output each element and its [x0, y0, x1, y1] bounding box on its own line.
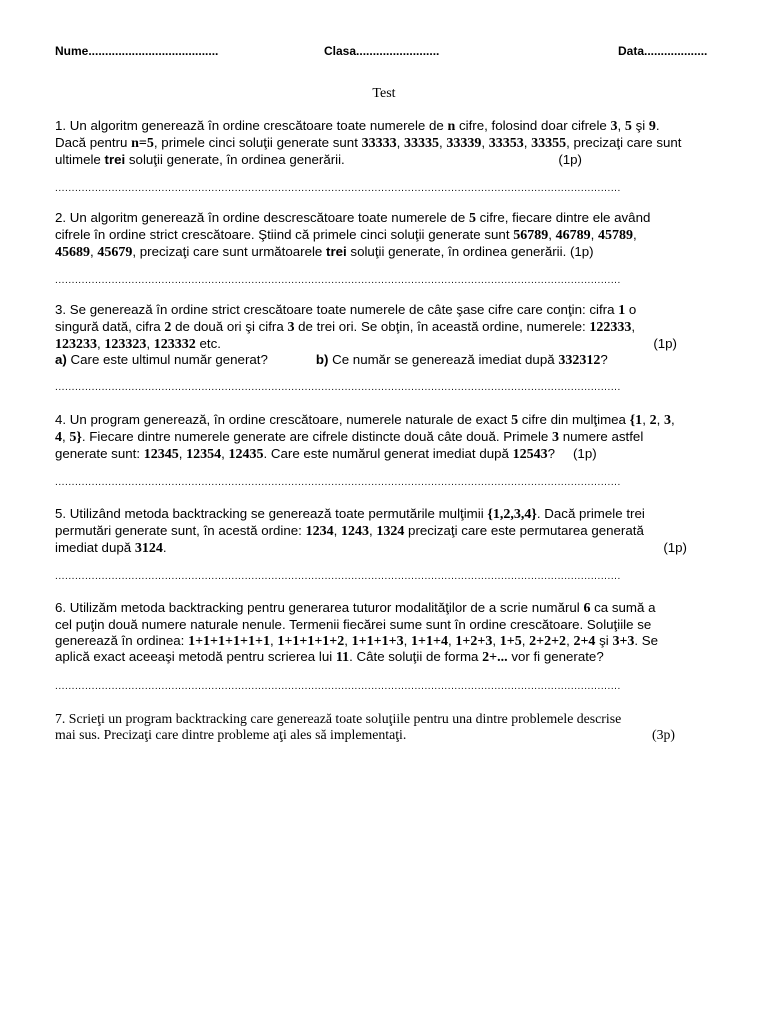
question-3: 3. Se generează în ordine strict crescătoare toate numerele de câte şase cifre care conţin: cifra 1 o singură dată, cifra 2 de două ori şi cifra 3 de trei ori. Se obţin, în această ordine, numerele: 122333, 123233, 123323, 123332 etc. (1p) a) Care este ultimul număr generat? b) Ce număr se generează imediat după 332312? — [55, 302, 677, 369]
answer-line-2: .......................................................................................................................................................................... — [55, 277, 621, 285]
points-q7: (3p) — [652, 726, 675, 742]
answer-line-6: .......................................................................................................................................................................... — [55, 683, 621, 691]
question-5: 5. Utilizând metoda backtracking se generează toate permutările mulţimii {1,2,3,4}. Dacă primele trei permutări generate sunt, în acestă ordine: 1234, 1243, 1324 precizaţi care este permutarea generată imediat după 3124. (1p) — [55, 506, 687, 556]
points-q5: (1p) — [663, 539, 687, 555]
points-q2: (1p) — [569, 243, 594, 259]
question-4: 4. Un program generează, în ordine crescătoare, numerele naturale de exact 5 cifre din mulţimea {1, 2, 3, 4, 5}. Fiecare dintre numerele generate are cifrele distincte două câte două. Primele 3 numere astfel generate sunt: 12345, 12354, 12435. Care este numărul generat imediat după 12543? (1p) — [55, 412, 675, 462]
points-q4: (1p) — [573, 445, 597, 461]
points-q1: (1p) — [558, 151, 582, 167]
question-1: 1. Un algoritm generează în ordine crescătoare toate numerele de n cifre, folosind doar cifrele 3, 5 şi 9. Dacă pentru n=5, primele cinci soluţii generate sunt 33333, 33335, 33339, 33353, 33355, precizaţi care sunt ultimele trei soluţii generate, în ordinea generării. (1p) — [55, 118, 682, 167]
question-7: 7. Scrieţi un program backtracking care generează toate soluţiile pentru una dintre problemele descrise mai sus. Precizaţi care dintre probleme aţi ales să implementaţi. (3p) — [55, 711, 675, 742]
answer-line-5: .......................................................................................................................................................................... — [55, 573, 621, 581]
answer-line-1: .......................................................................................................................................................................... — [55, 185, 621, 193]
answer-line-4: .......................................................................................................................................................................... — [55, 479, 621, 487]
question-2: 2. Un algoritm generează în ordine descrescătoare toate numerele de 5 cifre, fiecare dintre ele având cifrele în ordine strict crescătoare. Ştiind că primele cinci soluţii generate sunt 56789, 46789, 45789, 45689, 45679, precizaţi care sunt următoarele trei soluţii generate, în ordinea generării. (1p) — [55, 210, 651, 260]
page-title: Test — [372, 86, 396, 101]
points-q3: (1p) — [653, 335, 677, 351]
answer-line-3: .......................................................................................................................................................................... — [55, 384, 621, 392]
class-field: Clasa......................... — [324, 44, 440, 58]
name-field: Nume....................................... — [55, 44, 219, 58]
date-field: Data................... — [618, 44, 708, 58]
question-6: 6. Utilizăm metoda backtracking pentru generarea tuturor modalităţilor de a scrie numărul 6 ca sumă a cel puţin două numere naturale nenule. Termenii fiecărei sume sunt în ordine crescătoare. Soluţiile se generează în ordinea: 1+1+1+1+1+1, 1+1+1+1+2, 1+1+1+3, 1+1+4, 1+2+3, 1+5, 2+2+2, 2+4 şi 3+3. Se aplică exact aceeaşi metodă pentru scrierea lui 11. Câte soluţii de forma 2+... vor fi generate? — [55, 600, 659, 666]
